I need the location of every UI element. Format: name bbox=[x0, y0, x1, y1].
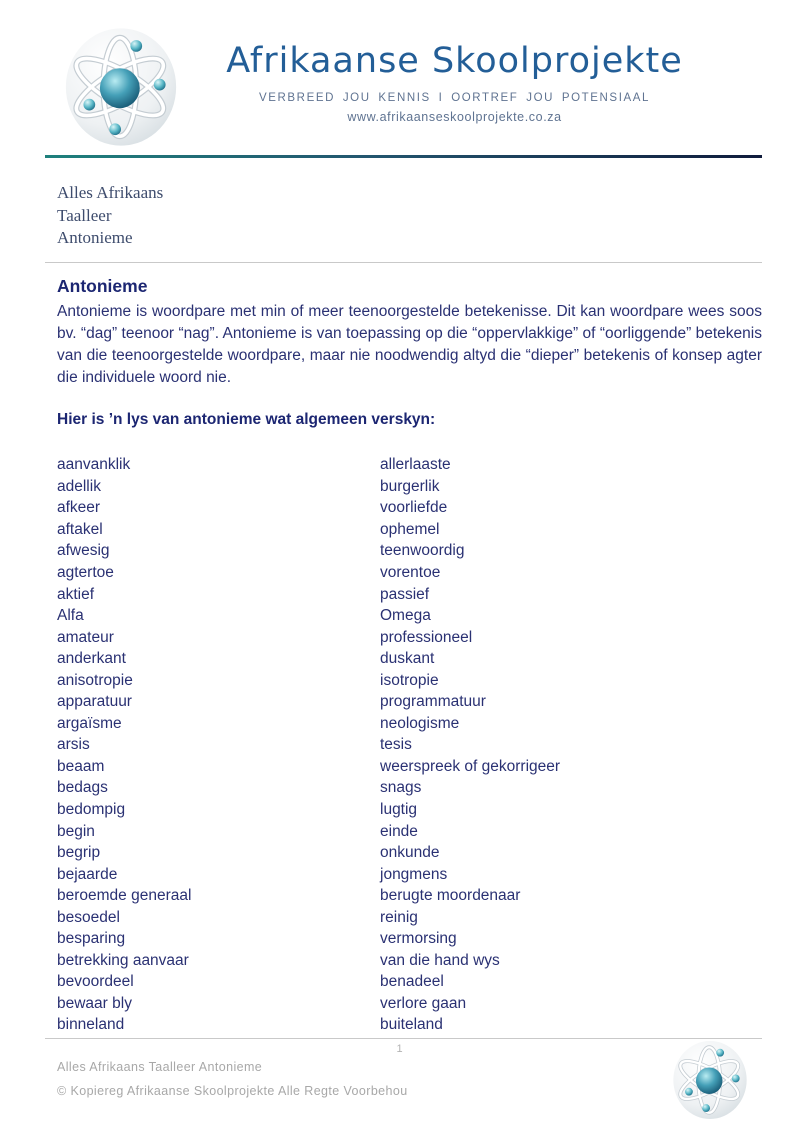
antonym-right-word: jongmens bbox=[380, 865, 448, 883]
antonym-row bbox=[57, 950, 762, 972]
antonym-row bbox=[57, 864, 762, 886]
breadcrumb bbox=[57, 182, 799, 250]
antonym-right-word: isotropie bbox=[380, 671, 439, 689]
antonym-right-word: programmatuur bbox=[380, 693, 486, 711]
antonym-right-word: ophemel bbox=[380, 520, 440, 538]
antonym-right-word: van die hand wys bbox=[380, 951, 500, 969]
footer-copyright-text: © Kopiereg Afrikaanse Skoolprojekte Alle Regte Voorbehou bbox=[57, 1083, 408, 1098]
antonym-right-word: tesis bbox=[380, 736, 412, 754]
antonym-row bbox=[57, 584, 762, 606]
antonym-left-word: bedags bbox=[57, 779, 108, 797]
antonym-right-word: voorliefde bbox=[380, 499, 448, 517]
antonym-right-word: neologisme bbox=[380, 714, 460, 732]
header-divider-line bbox=[45, 155, 762, 158]
antonym-right-word: vermorsing bbox=[380, 930, 457, 948]
antonym-right-word: Omega bbox=[380, 607, 431, 625]
antonym-left-word: bejaarde bbox=[57, 865, 118, 883]
antonym-row bbox=[57, 692, 762, 714]
antonym-right-word: verlore gaan bbox=[380, 994, 467, 1012]
antonym-row bbox=[57, 541, 762, 563]
antonym-right-word: snags bbox=[380, 779, 422, 797]
antonym-left-word: begin bbox=[57, 822, 95, 840]
antonym-right-word: passief bbox=[380, 585, 430, 603]
antonym-row bbox=[57, 670, 762, 692]
breadcrumb-item-taalleer[interactable]: Taalleer bbox=[57, 205, 112, 225]
antonym-right-word: burgerlik bbox=[380, 477, 440, 495]
antonym-row bbox=[57, 756, 762, 778]
antonym-right-word: reinig bbox=[380, 908, 418, 926]
page-title: Antonieme bbox=[57, 275, 148, 296]
site-title: Afrikaanse Skoolprojekte bbox=[226, 41, 683, 81]
antonym-right-word: benadeel bbox=[380, 973, 444, 991]
antonym-left-word: afwesig bbox=[57, 542, 110, 560]
site-tagline: VERBREED JOU KENNIS I OORTREF JOU POTENSIAAL bbox=[258, 91, 651, 104]
antonym-row bbox=[57, 498, 762, 520]
antonym-right-word: vorentoe bbox=[380, 564, 441, 581]
antonym-row bbox=[57, 476, 762, 498]
antonym-row bbox=[57, 519, 762, 541]
antonym-row bbox=[57, 821, 762, 843]
antonym-left-word: afkeer bbox=[57, 499, 101, 517]
site-title-block bbox=[180, 26, 759, 126]
antonym-row bbox=[57, 735, 762, 757]
antonym-left-word: besoedel bbox=[57, 908, 120, 926]
antonym-left-word: besparing bbox=[57, 930, 126, 948]
antonym-left-word: aanvanklik bbox=[57, 456, 131, 474]
antonym-left-word: beroemde generaal bbox=[57, 887, 192, 905]
site-header bbox=[0, 0, 799, 148]
antonym-right-word: onkunde bbox=[380, 844, 440, 862]
antonym-left-word: adellik bbox=[57, 477, 101, 495]
antonym-list bbox=[57, 455, 762, 1037]
antonym-left-word: arsis bbox=[57, 736, 90, 754]
antonym-left-word: aktief bbox=[57, 585, 95, 603]
antonym-row bbox=[57, 713, 762, 735]
antonym-row bbox=[57, 1015, 762, 1037]
atom-logo-icon-small bbox=[671, 1039, 749, 1121]
antonym-left-word: anisotropie bbox=[57, 671, 133, 689]
antonym-left-word: aftakel bbox=[57, 520, 103, 538]
intro-paragraph: Antonieme is woordpare met min of meer teenoorgestelde betekenisse. Dit kan woordpare wees soos bv. “dag” teenoor “nag”. Antonieme is van toepassing op die “oppervlakkige” of “oorliggende” betekenis van die teenoorgestelde woordpare, maar nie noodwendig altyd die “dieper” betekenis of konsep agter die individuele woord nie. bbox=[57, 302, 762, 386]
antonym-row bbox=[57, 907, 762, 929]
footer-divider-line bbox=[45, 1038, 762, 1039]
antonym-right-word: lugtig bbox=[380, 801, 418, 819]
antonym-right-word: allerlaaste bbox=[380, 456, 451, 474]
antonym-row bbox=[57, 778, 762, 800]
antonym-row bbox=[57, 929, 762, 951]
antonym-right-word: einde bbox=[380, 822, 418, 840]
antonym-right-word: teenwoordig bbox=[380, 542, 465, 560]
antonym-left-word: begrip bbox=[57, 844, 101, 862]
antonym-left-word: bevoordeel bbox=[57, 973, 134, 991]
antonym-left-word: argaïsme bbox=[57, 714, 122, 732]
antonym-row bbox=[57, 562, 762, 584]
atom-logo-icon bbox=[62, 26, 180, 148]
antonym-right-word: professioneel bbox=[380, 628, 473, 646]
antonym-left-word: amateur bbox=[57, 628, 114, 646]
antonym-row bbox=[57, 605, 762, 627]
antonym-left-word: beaam bbox=[57, 757, 105, 775]
antonym-row bbox=[57, 972, 762, 994]
antonym-row bbox=[57, 993, 762, 1015]
antonym-right-word: buiteland bbox=[380, 1016, 443, 1034]
antonym-left-word: bewaar bly bbox=[57, 994, 132, 1012]
list-heading: Hier is ’n lys van antonieme wat algemeen verskyn: bbox=[57, 410, 436, 428]
antonym-left-word: apparatuur bbox=[57, 693, 132, 711]
antonym-row bbox=[57, 799, 762, 821]
footer-breadcrumb-text: Alles Afrikaans Taalleer Antonieme bbox=[57, 1060, 263, 1075]
antonym-row bbox=[57, 627, 762, 649]
antonym-row bbox=[57, 885, 762, 907]
antonym-left-word: bedompig bbox=[57, 801, 126, 819]
site-url-link[interactable]: www.afrikaanseskoolprojekte.co.za bbox=[347, 109, 562, 124]
antonym-left-word: betrekking aanvaar bbox=[57, 951, 189, 969]
antonym-left-word: binneland bbox=[57, 1016, 125, 1034]
antonym-right-word: berugte moordenaar bbox=[380, 887, 521, 905]
breadcrumb-item-antonieme[interactable]: Antonieme bbox=[57, 228, 133, 247]
page-number: 1 bbox=[396, 1043, 403, 1056]
breadcrumb-item-alles-afrikaans[interactable]: Alles Afrikaans bbox=[57, 183, 164, 202]
breadcrumb-divider-line bbox=[45, 262, 762, 263]
antonym-row bbox=[57, 842, 762, 864]
antonym-right-word: duskant bbox=[380, 650, 435, 668]
antonym-row bbox=[57, 455, 762, 477]
antonym-left-word: Alfa bbox=[57, 607, 84, 625]
antonym-left-word: anderkant bbox=[57, 650, 126, 668]
antonym-row bbox=[57, 648, 762, 670]
antonym-right-word: weerspreek of gekorrigeer bbox=[380, 757, 561, 775]
antonym-left-word: agtertoe bbox=[57, 564, 114, 581]
page-footer bbox=[57, 1061, 799, 1097]
